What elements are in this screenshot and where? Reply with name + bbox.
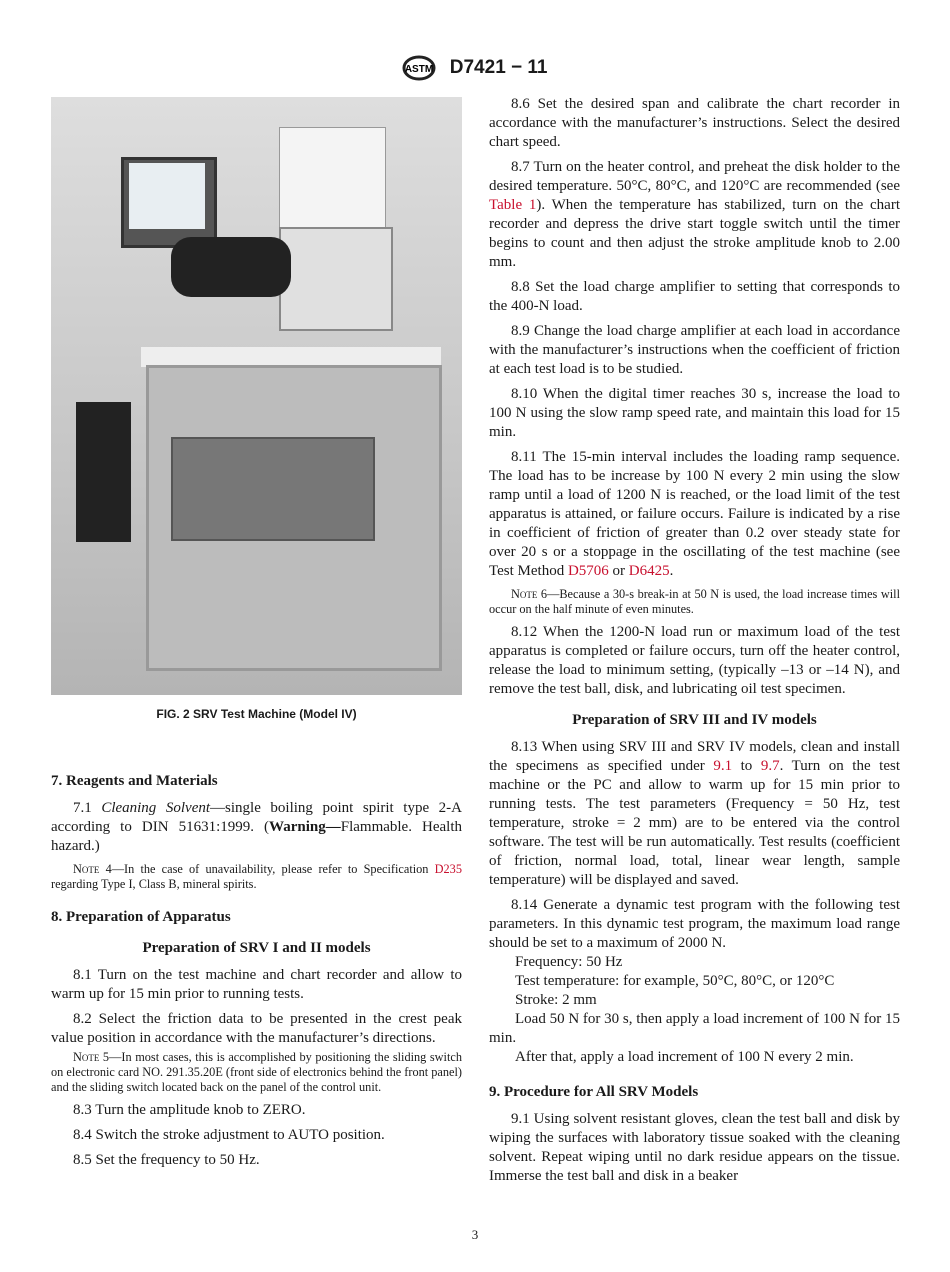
paragraph-8-3: 8.3 Turn the amplitude knob to ZERO.	[73, 1102, 306, 1118]
text: .	[669, 563, 674, 579]
figure-photo	[51, 97, 462, 695]
text: . Turn on the test machine or the PC and allow to warm up for 15 min prior to running tests. The test parameters (Frequency = 50 Hz, test temperature, stroke = 2 mm) are to be entered via the control software. The test will be run automatically. Test results (coefficient of friction, normal load, total, linear wear length, sample temperature) will be displayed and saved.	[489, 758, 900, 888]
text: —Because a 30-s break-in at 50 N is used, the load increase times will occur on the half minute of even minutes.	[489, 587, 900, 616]
link-d5706[interactable]: D5706	[567, 563, 609, 579]
link-table-1[interactable]: Table 1	[489, 197, 537, 213]
subheading-srv-1-2: Preparation of SRV I and II models	[142, 940, 371, 956]
note-6	[489, 587, 900, 617]
paragraph-8-12: 8.12 When the 1200-N load run or maximum load of the test apparatus is completed or failure occurs, turn off the heater control, release the load to minimum setting, (typically –13 or –14 N), and remove the test ball, disk, and lubricating oil test specimen.	[489, 624, 900, 697]
left-column	[51, 97, 462, 1176]
astm-logo-icon	[402, 55, 436, 81]
text: or	[608, 563, 629, 579]
paragraph-8-9: 8.9 Change the load charge amplifier at each load in accordance with the manufacturer’s instructions when the coefficient of friction at each test load is to be studied.	[489, 323, 900, 377]
page-number: 3	[471, 1227, 479, 1242]
list-item: Load 50 N for 30 s, then apply a load increment of 100 N for 15 min.	[489, 1011, 900, 1046]
paragraph-8-4: 8.4 Switch the stroke adjustment to AUTO position.	[73, 1127, 385, 1143]
list-item: After that, apply a load increment of 100 N every 2 min.	[515, 1049, 854, 1065]
paragraph-8-14: 8.14 Generate a dynamic test program with the following test parameters. In this dynamic test program, the maximum load range should be set to a maximum of 2000 N.	[489, 897, 900, 951]
text: —In most cases, this is accomplished by positioning the sliding switch on electronic card NO. 291.35.20E (front side of electronics behind the front panel) and the sliding switch located back on the panel of the control unit.	[51, 1050, 462, 1094]
text: 7.1	[73, 800, 102, 816]
note-label: Note 4	[73, 862, 112, 876]
text: —single boiling point spirit type 2-A according to DIN 51631:1999. (	[51, 800, 462, 835]
subheading-srv-3-4: Preparation of SRV III and IV models	[572, 712, 817, 728]
text: to	[732, 758, 761, 774]
paragraph-8-7	[489, 158, 900, 272]
svg-text:ASTM: ASTM	[405, 64, 434, 75]
text: Flammable. Health hazard.)	[51, 819, 462, 854]
paragraph-7-1	[51, 799, 462, 856]
designation: D7421 − 11	[449, 57, 548, 79]
note-label: Note 5	[73, 1050, 110, 1064]
paragraph-8-5: 8.5 Set the frequency to 50 Hz.	[73, 1152, 260, 1168]
right-column	[489, 95, 900, 1192]
paragraph-9-1: 9.1 Using solvent resistant gloves, clean the test ball and disk by wiping the surfaces with laboratory tissue soaked with the cleaning solvent. Repeat wiping until no dark residue appears on the tissue. Immerse the test ball and disk in a beaker	[489, 1111, 900, 1184]
figure-caption: FIG. 2 SRV Test Machine (Model IV)	[156, 707, 357, 721]
link-9-7[interactable]: 9.7	[760, 758, 780, 774]
text: ). When the temperature has stabilized, turn on the chart recorder and depress the drive start toggle switch until the timer begins to count and then adjust the stroke amplitude knob to 2.00 mm.	[489, 197, 900, 270]
section-7-heading: 7. Reagents and Materials	[51, 773, 218, 789]
text: 8.13 When using SRV III and SRV IV models, clean and install the specimens as specified under	[489, 739, 900, 774]
text: 8.11 The 15-min interval includes the loading ramp sequence. The load has to be increase by 100 N every 2 min using the slow ramp until a load of 1200 N is reached, or the load limit of the test apparatus is attained, or failure occurs. Failure is indicated by a rise in coefficient of friction of greater than 0.2 over steady state for over 20 s or a stoppage in the oscillating of the test machine (see Test Method	[489, 449, 900, 579]
list-item: Frequency: 50 Hz	[515, 954, 623, 970]
paragraph-8-13	[489, 738, 900, 890]
text: regarding Type I, Class B, mineral spirits.	[51, 877, 257, 891]
page-header	[0, 55, 950, 81]
text: —In the case of unavailability, please refer to Specification	[111, 862, 435, 876]
paragraph-8-11	[489, 448, 900, 581]
paragraph-8-6: 8.6 Set the desired span and calibrate the chart recorder in accordance with the manufacturer’s instructions. Select the desired chart speed.	[489, 96, 900, 150]
link-d235[interactable]: D235	[434, 862, 462, 876]
link-9-1[interactable]: 9.1	[713, 758, 733, 774]
note-5	[51, 1050, 462, 1095]
note-label: Note 6	[511, 587, 548, 601]
link-d6425[interactable]: D6425	[628, 563, 670, 579]
paragraph-8-8: 8.8 Set the load charge amplifier to setting that corresponds to the 400-N load.	[489, 279, 900, 314]
note-4	[51, 862, 462, 892]
list-item: Test temperature: for example, 50°C, 80°C, or 120°C	[515, 973, 835, 989]
paragraph-8-10: 8.10 When the digital timer reaches 30 s, increase the load to 100 N using the slow ramp speed rate, and maintain this load for 15 min.	[489, 386, 900, 440]
section-9-heading: 9. Procedure for All SRV Models	[489, 1084, 699, 1100]
paragraph-8-2: 8.2 Select the friction data to be presented in the crest peak value position in accordance with the manufacturer’s directions.	[51, 1011, 462, 1046]
warning: Warning—	[269, 819, 341, 835]
paragraph-8-1: 8.1 Turn on the test machine and chart recorder and allow to warm up for 15 min prior to running tests.	[51, 967, 462, 1002]
text: 8.7 Turn on the heater control, and preheat the disk holder to the desired temperature. 50°C, 80°C, and 120°C are recommended (see	[489, 159, 900, 194]
section-8-heading: 8. Preparation of Apparatus	[51, 909, 231, 925]
term: Cleaning Solvent	[101, 800, 211, 816]
list-item: Stroke: 2 mm	[515, 992, 597, 1008]
